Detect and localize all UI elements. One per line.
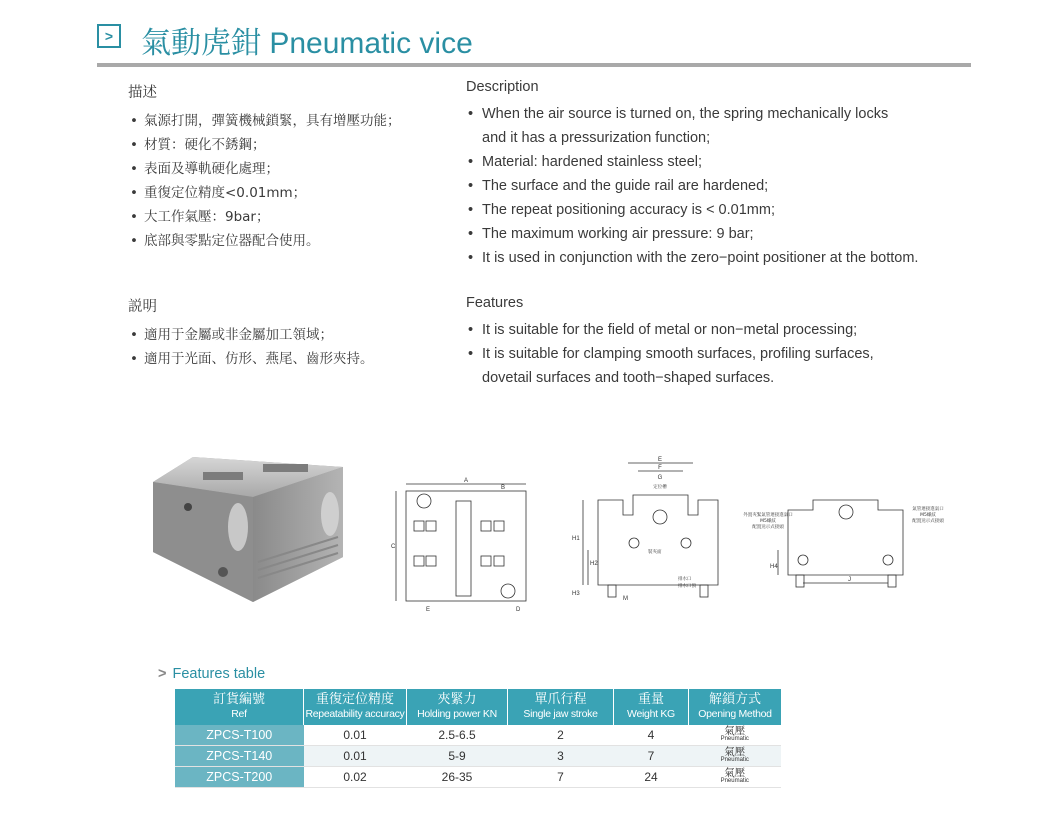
page-header [97, 18, 971, 68]
cell-stroke: 7 [508, 767, 614, 788]
dim-label-h2: H2 [590, 561, 598, 567]
features-en-section [466, 295, 956, 390]
drawing-note: 外置夾緊氣管連接進氣口 [743, 513, 793, 518]
features-table [175, 689, 781, 788]
cell-accuracy: 0.01 [304, 725, 407, 746]
list-item: • 底部與零點定位器配合使用。 [128, 229, 448, 253]
header-stroke: 單爪行程 Single jaw stroke [508, 689, 614, 725]
list-item: • When the air source is turned on, the spring mechanically locks [466, 102, 956, 126]
cell-ref: ZPCS-T100 [175, 725, 304, 746]
table-row [175, 746, 781, 767]
cell-weight: 4 [614, 725, 689, 746]
header-method: 解鎖方式 Opening Method [689, 689, 782, 725]
drawing-note: 定位槽 [653, 485, 667, 490]
header-accuracy: 重復定位精度 Repeatability accuracy [304, 689, 407, 725]
dim-label-m: M [623, 596, 628, 602]
dim-label-e: E [426, 607, 431, 613]
dim-label-f: F [658, 465, 662, 471]
cell-weight: 24 [614, 767, 689, 788]
header-divider [97, 63, 971, 67]
dim-label-h3: H3 [572, 591, 580, 597]
cell-holding: 2.5-6.5 [407, 725, 508, 746]
cell-method: 氣壓 Pneumatic [689, 746, 782, 767]
dim-label-a: A [463, 478, 469, 484]
cell-stroke: 2 [508, 725, 614, 746]
list-item: • Material: hardened stainless steel; [466, 150, 956, 174]
dim-label-b: B [501, 485, 506, 491]
cell-weight: 7 [614, 746, 689, 767]
list-item: • 大工作氣壓：9bar； [128, 205, 448, 229]
drawing-note: 排水口 [678, 577, 692, 582]
product-image [148, 452, 353, 607]
drawing-note: 排水口預 [678, 584, 696, 589]
drawing-note: 裝夾面 [648, 550, 662, 555]
list-item: • The repeat positioning accuracy is < 0.01mm; [466, 198, 956, 222]
list-item: • 材質：硬化不銹鋼； [128, 133, 448, 157]
cell-holding: 26-35 [407, 767, 508, 788]
drawing-note: M5螺紋 [920, 513, 936, 518]
section-heading: Description [466, 79, 539, 95]
section-heading: 説明 [128, 299, 157, 315]
drawing-note: 氣管連接進氣口 [912, 507, 944, 512]
list-item: • 氣源打開，彈簧機械鎖緊，具有增壓功能； [128, 109, 448, 133]
cell-ref: ZPCS-T140 [175, 746, 304, 767]
table-title-text: Features table [172, 666, 266, 682]
dim-label-j: J [848, 577, 851, 583]
cell-method: 氣壓 Pneumatic [689, 725, 782, 746]
dim-label-h4: H4 [770, 564, 778, 570]
features-cn-section [128, 295, 448, 371]
cell-holding: 5-9 [407, 746, 508, 767]
cell-accuracy: 0.02 [304, 767, 407, 788]
chevron-right-icon: > [97, 24, 121, 48]
cell-ref: ZPCS-T200 [175, 767, 304, 788]
features-table-title [158, 666, 265, 682]
description-en-section [466, 79, 956, 270]
table-row [175, 725, 781, 746]
description-cn-section [128, 81, 448, 253]
list-item: dovetail surfaces and tooth−shaped surfaces. [482, 370, 775, 386]
drawing-note: M5螺紋 [760, 519, 776, 524]
chevron-right-icon: > [158, 666, 167, 682]
dim-label-e: E [657, 457, 663, 463]
dim-label-h1: H1 [572, 536, 580, 542]
top-view-drawing [386, 476, 546, 614]
list-item: and it has a pressurization function; [482, 130, 711, 146]
dim-label-g: G [657, 475, 663, 481]
section-heading: Features [466, 295, 524, 311]
dim-label-d: D [516, 607, 521, 613]
table-row [175, 767, 781, 788]
cell-method: 氣壓 Pneumatic [689, 767, 782, 788]
drawing-note: 配置送示式接頭 [912, 519, 944, 524]
section-heading: 描述 [128, 85, 157, 101]
list-item: • It is suitable for the field of metal or non−metal processing; [466, 318, 956, 342]
cell-stroke: 3 [508, 746, 614, 767]
table-header-row [175, 689, 781, 725]
list-item: • 適用于金屬或非金屬加工領域； [128, 323, 448, 347]
header-holding: 夾緊力 Holding power KN [407, 689, 508, 725]
list-item: • It is suitable for clamping smooth surfaces, profiling surfaces, [466, 342, 956, 366]
list-item: • The maximum working air pressure: 9 bar; [466, 222, 956, 246]
list-item: • 適用于光面、仿形、燕尾、齒形夾持。 [128, 347, 448, 371]
side-view-drawing [738, 490, 956, 592]
list-item: • It is used in conjunction with the zero−point positioner at the bottom. [466, 246, 956, 270]
header-weight: 重量 Weight KG [614, 689, 689, 725]
list-item: • 重復定位精度<0.01mm； [128, 181, 448, 205]
front-view-drawing [568, 455, 730, 613]
list-item: • The surface and the guide rail are hardened; [466, 174, 956, 198]
page-title: 氣動虎鉗 Pneumatic vice [141, 27, 473, 60]
dim-label-c: C [391, 544, 396, 550]
drawing-note: 配置送示式接頭 [752, 525, 784, 530]
cell-accuracy: 0.01 [304, 746, 407, 767]
header-ref: 訂貨編號 Ref [175, 689, 304, 725]
list-item: • 表面及導軌硬化處理； [128, 157, 448, 181]
